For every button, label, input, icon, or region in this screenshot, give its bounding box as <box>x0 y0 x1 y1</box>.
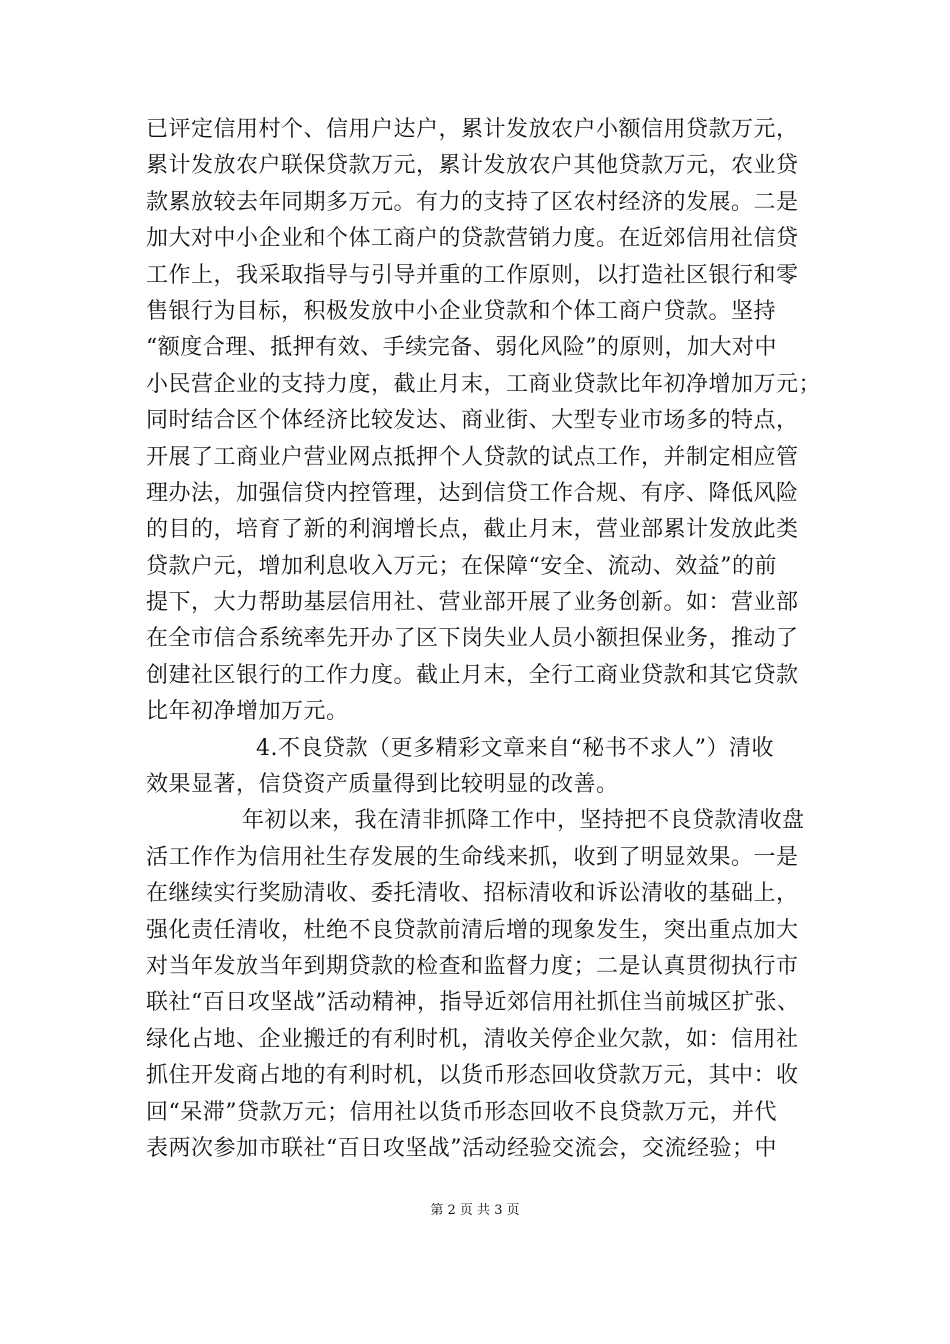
text-line: 活工作作为信用社生存发展的生命线来抓，收到了明显效果。一是 <box>146 844 799 870</box>
text-line: 的目的，培育了新的利润增长点，截止月末，营业部累计发放此类 <box>146 517 799 543</box>
text-line: 联社“百日攻坚战”活动精神，指导近郊信用社抓住当前城区扩张、 <box>146 990 800 1016</box>
text-line: 累计发放农户联保贷款万元，累计发放农户其他贷款万元，农业贷 <box>146 153 799 179</box>
text-line: 款累放较去年同期多万元。有力的支持了区农村经济的发展。二是 <box>146 189 799 215</box>
text-line: 加大对中小企业和个体工商户的贷款营销力度。在近郊信用社信贷 <box>146 226 799 252</box>
text-line: 提下，大力帮助基层信用社、营业部开展了业务创新。如：营业部 <box>146 590 799 616</box>
body-text <box>146 112 826 1167</box>
text-line: 小民营企业的支持力度，截止月末，工商业贷款比年初净增加万元； <box>146 371 822 397</box>
text-line: 表两次参加市联社“百日攻坚战”活动经验交流会，交流经验；中 <box>146 1135 777 1161</box>
text-line: 绿化占地、企业搬迁的有利时机，清收关停企业欠款，如：信用社 <box>146 1026 799 1052</box>
text-line: 对当年发放当年到期贷款的检查和监督力度；二是认真贯彻执行市 <box>146 953 799 979</box>
text-line: 回“呆滞”贷款万元；信用社以货币形态回收不良贷款万元，并代 <box>146 1099 777 1125</box>
text-line: 强化责任清收，杜绝不良贷款前清后增的现象发生，突出重点加大 <box>146 917 799 943</box>
text-line: 理办法，加强信贷内控管理，达到信贷工作合规、有序、降低风险 <box>146 480 799 506</box>
text-line: 比年初净增加万元。 <box>146 699 349 725</box>
text-line: 售银行为目标，积极发放中小企业贷款和个体工商户贷款。坚持 <box>146 298 777 324</box>
page-number-footer: 第 2 页 共 3 页 <box>430 1203 520 1218</box>
text-line: 贷款户元，增加利息收入万元；在保障“安全、流动、效益”的前 <box>146 553 777 579</box>
text-line: 同时结合区个体经济比较发达、商业街、大型专业市场多的特点， <box>146 408 799 434</box>
text-line: 工作上，我采取指导与引导并重的工作原则，以打造社区银行和零 <box>146 262 799 288</box>
text-line: 在继续实行奖励清收、委托清收、招标清收和诉讼清收的基础上， <box>146 881 799 907</box>
section-heading-line: 4.不良贷款（更多精彩文章来自“秘书不求人”）清收 <box>256 735 774 761</box>
text-line: 开展了工商业户营业网点抵押个人贷款的试点工作，并制定相应管 <box>146 444 799 470</box>
text-line: “额度合理、抵押有效、手续完备、弱化风险”的原则，加大对中 <box>146 335 777 361</box>
section-heading-line: 效果显著，信贷资产质量得到比较明显的改善。 <box>146 772 619 798</box>
text-line: 已评定信用村个、信用户达户，累计发放农户小额信用贷款万元， <box>146 117 799 142</box>
text-line: 抓住开发商占地的有利时机，以货币形态回收贷款万元，其中：收 <box>146 1063 799 1089</box>
text-line: 在全市信合系统率先开办了区下岗失业人员小额担保业务，推动了 <box>146 626 799 652</box>
text-line: 创建社区银行的工作力度。截止月末，全行工商业贷款和其它贷款 <box>146 662 799 688</box>
paragraph-first-line: 年初以来，我在清非抓降工作中，坚持把不良贷款清收盘 <box>242 808 805 834</box>
